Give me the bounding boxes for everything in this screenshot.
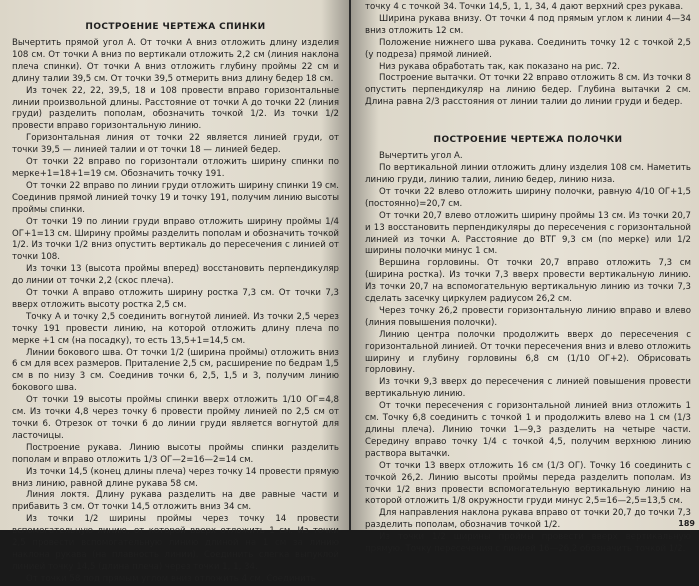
paragraph: Линия локтя. Длину рукава разделить на две равные части и прибавить 3 см. От точки 14,5 отложить вниз 34 см. <box>12 490 339 513</box>
paragraph: Из точки 1/2 ширины проймы провести вверх вертикальную прямую. Точку пересечения с линией 16—26,2 обозначить точкой 1/2. <box>365 532 691 555</box>
paragraph: Положение нижнего шва рукава. Соединить точку 12 с точкой 2,5 (у подреза) прямой линией. <box>365 37 691 60</box>
paragraph: Ширина рукава внизу. От точки 4 под прямым углом к линии 4—34 вниз отложить 12 см. <box>365 13 691 36</box>
paragraph: Линию центра полочки продолжить вверх до пересечения с горизонтальной линией. От точки пересечения вниз и влево отложить ширину и глубину горловины 6,8 см (1/10 ОГ+2). Обрисовать горловину. <box>365 329 691 376</box>
paragraph: Вычертить прямой угол А. От точки А вниз отложить длину изделия 108 см. От точки А вниз по вертикали отложить 2,2 см (линия наклона плеча спинки). От точки А вниз отложить глубину проймы 22 см и длину талии 39,5 см. От точки 39,5 отмерить вниз длину бедер 18 см. <box>12 38 339 84</box>
paragraph: От точки 22 влево отложить ширину полочки, равную 4/10 ОГ+1,5 (постоянно)=20,7 см. <box>365 186 691 209</box>
paragraph: От точки 20,7 влево отложить ширину проймы 13 см. Из точки 20,7 и 13 восстановить перпендикуляры до пересечения с горизонтальной линией из точки А. Расстояние до ВТГ 9,3 см (по мерке) или 1/2 ширины полочки минус 1 см. <box>365 210 691 257</box>
paragraph: Из точки 13 (высота проймы вперед) восстановить перпендикуляр до линии от точки 2,2 (скос плеча). <box>12 264 339 287</box>
paragraph: точку 4 с точкой 34. Точки 14,5, 1, 1, 34, 4 дают верхний срез рукава. <box>365 2 684 12</box>
paragraph: Построение рукава. Линию высоты проймы спинки разделить пополам и вправо отложить 1/3 ОГ—2=16—2=14 см. <box>12 442 339 465</box>
paragraph: От точки 13 вверх отложить 16 см (1/3 ОГ). Точку 16 соединить с точкой 26,2. Линию высоты проймы переда разделить пополам. Из точки 1/2 вниз провести вспомогательную вертикальную линию на которой отложить 1/8 окружности груди минус 2,5=16—2,5=13,5 см. <box>365 460 691 507</box>
page-number: 189 <box>678 519 695 528</box>
paragraph: Из точки 14,5 (конец длины плеча) через точку 14 провести прямую вниз линию, равной длине рукава 58 см. <box>12 466 339 489</box>
paragraph: Из точки 1/2 ширины проймы через точку 14 провести вспомогательную линию, от которой вверх отложить 1 см. Из точки 2,5 провести вспомогательную линию длиной на 1 см за линию наклона рукава (на плавность линии). Соединить слегка выпуклой линией точку 14,5 (длина плеча) через точки 1, 1, 34. <box>12 514 339 572</box>
paragraph: Для направления наклона рукава вправо от точки 20,7 до точки 7,3 разделить пополам, обозначив точкой 1/2. <box>365 508 691 531</box>
paragraph: Из точки 9,3 вверх до пересечения с линией повышения провести вертикальную линию. <box>365 377 691 400</box>
paragraph: От точки пересечения с горизонтальной линией вниз отложить 1 см. Точку 6,8 соединить с точкой 1 и продолжить влево на 1 см (1/3 длины плеча). Линию точки 1—9,3 разделить на четыре части. Середину вправо точку 1/4 с точкой 4,5, получим верхнюю линию раствора вытачки. <box>365 401 691 459</box>
paragraph: Точку А и точку 2,5 соединить вогнутой линией. Из точки 2,5 через точку 191 провести линию, на которой отложить длину плеча по мерке +1 см (на посадку), то есть 13,5+1=14,5 см. <box>12 311 339 346</box>
paragraph: Построение вытачки. От точки 22 вправо отложить 8 см. Из точки 8 опустить перпендикуляр на линию бедер. Глубина вытачки 2 см. Длина равна 2/3 расстояния от линии талии до линии груди и бедер. <box>365 73 691 108</box>
right-page <box>351 0 699 555</box>
paragraph: От точки 58 под прямым углом вниз отложить 4 см. Соединить <box>26 573 316 584</box>
paragraph: Вычертить угол А. <box>379 151 463 162</box>
paragraph: Из точек 22, 22, 39,5, 18 и 108 провести вправо горизонтальные линии произвольной длины. Расстояние от точки А до точки 22 (линия груди) разделить пополам, обозначить точкой 1/2. Из точки 1/2 провести вправо горизонтальную линию. <box>12 85 339 132</box>
paragraph: Низ рукава обработать так, как показано на рис. 72. <box>379 61 620 72</box>
paragraph: От точки 22 вправо по линии груди отложить ширину спинки 19 см. Соединив прямой линией точку 19 и точку 191, получим линию высоты проймы спинки. <box>12 180 340 215</box>
paragraph: По вертикальной линии отложить длину изделия 108 см. Наметить линию груди, линию талии, линию бедер, линию низа. <box>365 163 691 185</box>
paragraph: Горизонтальная линия от точки 22 является линией груди, от точки 39,5 — линией талии и от точки 18 — линией бедер. <box>12 133 339 156</box>
paragraph: Линии бокового шва. От точки 1/2 (ширина проймы) отложить вниз 6 см для всех размеров. Приталение 2,5 см, расширение по бедрам 1,5 см в по низу 3 см. Соединив точки 6, 2,5, 1,5 и 3, получим линию бокового шва. <box>12 347 339 394</box>
paragraph: От точки 22 вправо по горизонтали отложить ширину спинки по мерке+1=18+1=19 см. Обозначить точку 191. <box>12 157 339 179</box>
paragraph: От точки 19 по линии груди вправо отложить ширину проймы 1/4 ОГ+1=13 см. Ширину проймы разделить пополам и обозначить точкой 1/2. Из точки 1/2 вниз опустить вертикаль до пересечения с линией от точки 108. <box>12 216 339 263</box>
paragraph: Вершина горловины. От точки 20,7 вправо отложить 7,3 см (ширина ростка). Из точки 7,3 вверх провести вертикальную линию. Из точки 20,7 на вспомогательную вертикальную линию из точки 7,3 сделать засечку циркулем радиусом 26,2 см. <box>365 258 691 305</box>
right-page-heading: ПОСТРОЕНИЕ ЧЕРТЕЖА ПОЛОЧКИ <box>433 135 623 146</box>
paragraph: Через точку 26,2 провести горизонтальную линию вправо и влево (линия повышения полочки). <box>365 305 691 328</box>
left-page-heading: ПОСТРОЕНИЕ ЧЕРТЕЖА СПИНКИ <box>85 22 266 32</box>
left-page <box>0 0 349 584</box>
paragraph: От точки А вправо отложить ширину ростка 7,3 см. От точки 7,3 вверх отложить высоту ростка 2,5 см. <box>12 288 339 310</box>
paragraph: От точки 19 высоты проймы спинки вверх отложить 1/10 ОГ=4,8 см. Из точки 4,8 через точку 6 провести пройму линией по 2,5 см от точки 6. Отрезок от точки 6 до линии груди является вогнутой для ласточицы. <box>12 395 339 441</box>
